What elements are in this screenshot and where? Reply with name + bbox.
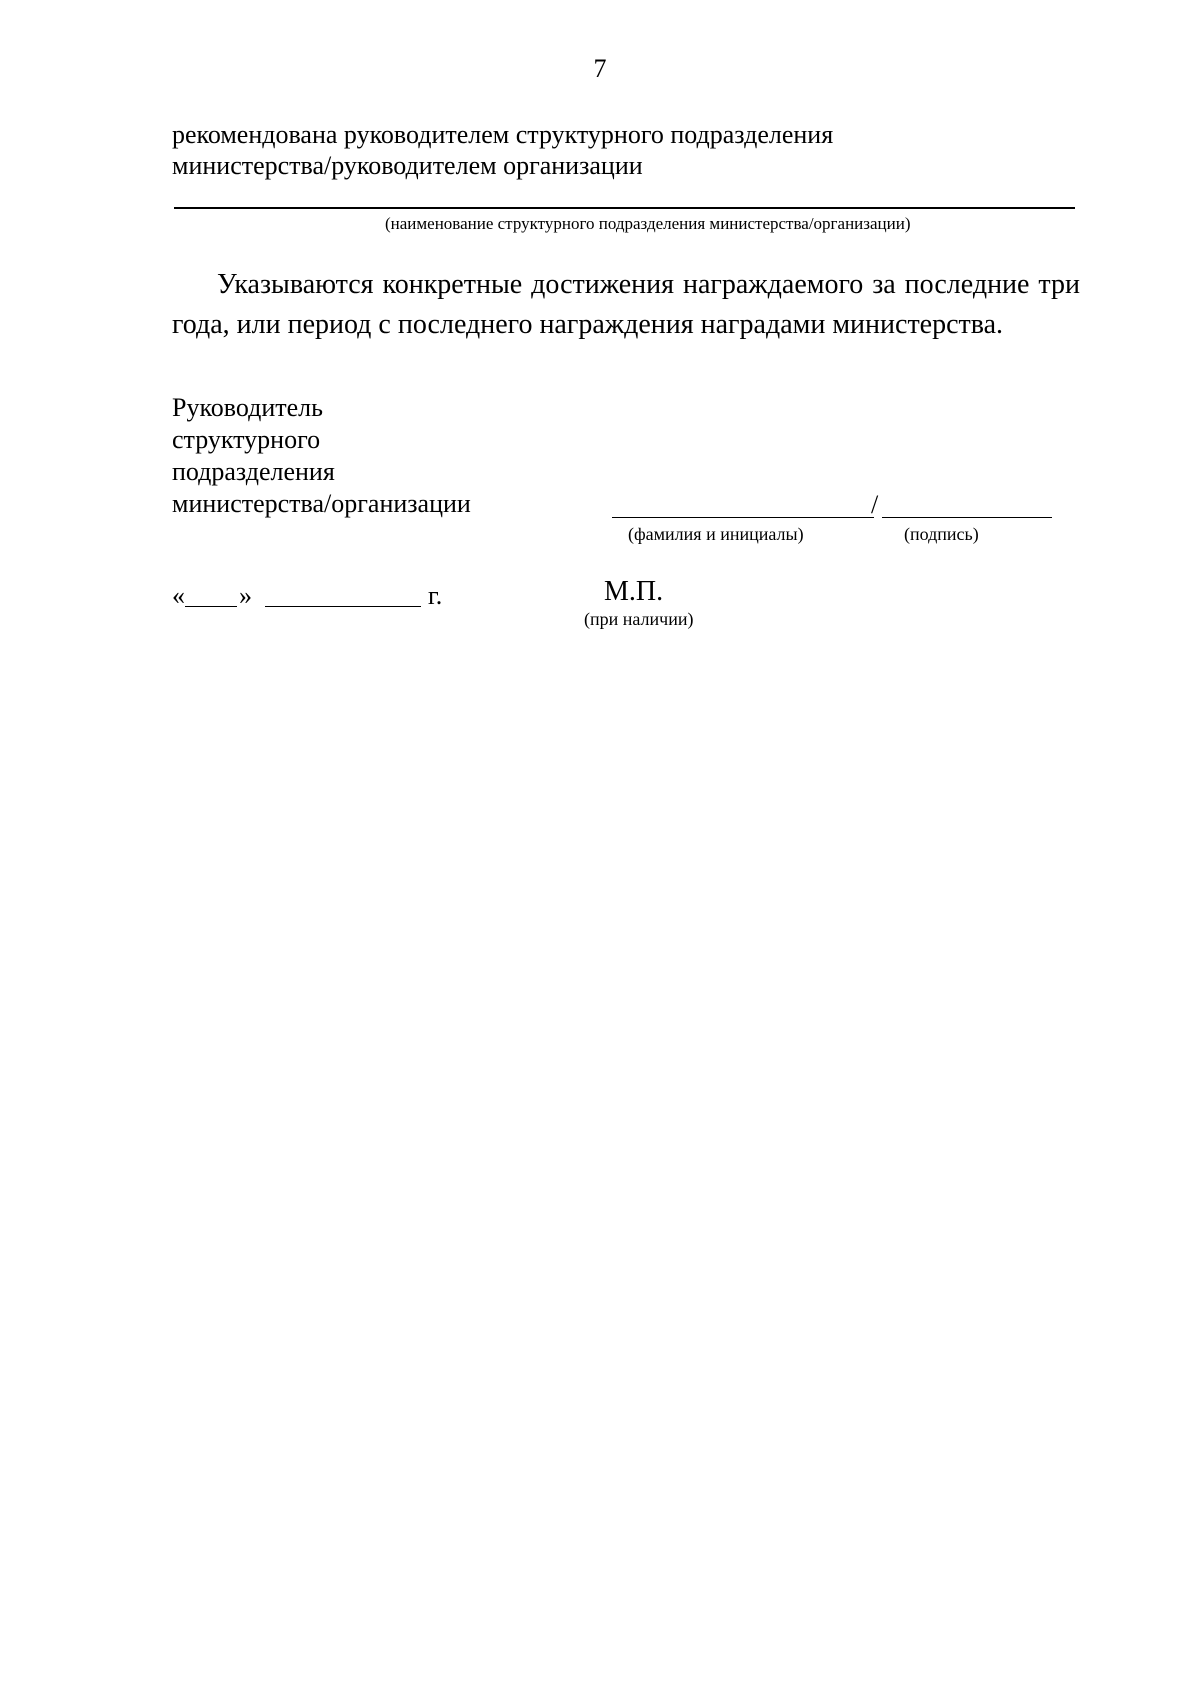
date-month-field-line	[265, 606, 421, 607]
name-initials-caption: (фамилия и инициалы)	[628, 524, 804, 544]
signature-separator: /	[871, 490, 879, 519]
date-open-quote: «	[172, 581, 185, 610]
signature-field-line	[882, 517, 1052, 518]
stamp-label: М.П.	[604, 576, 664, 607]
stamp-caption: (при наличии)	[584, 609, 694, 629]
page-number: 7	[593, 54, 607, 83]
date-year-suffix: г.	[428, 581, 443, 610]
signer-title-line-2: структурного	[172, 425, 321, 454]
name-initials-field-line	[612, 517, 874, 518]
signer-title-line-1: Руководитель	[172, 393, 323, 422]
achievements-paragraph: Указываются конкретные достижения награждаемого за последние три года, или период с последнего награждения наградами министерства.	[172, 269, 1080, 340]
signer-title-line-4: министерства/организации	[172, 489, 471, 518]
recommendation-line-1: рекомендована руководителем структурного подразделения	[172, 120, 834, 149]
org-name-caption: (наименование структурного подразделения министерства/организации)	[385, 214, 911, 233]
date-day-field-line	[185, 606, 237, 607]
date-close-quote: »	[239, 581, 252, 610]
recommendation-line-2: министерства/руководителем организации	[172, 151, 643, 180]
org-name-field-line	[174, 207, 1075, 209]
signer-title-line-3: подразделения	[172, 457, 335, 486]
signature-caption: (подпись)	[904, 524, 979, 544]
